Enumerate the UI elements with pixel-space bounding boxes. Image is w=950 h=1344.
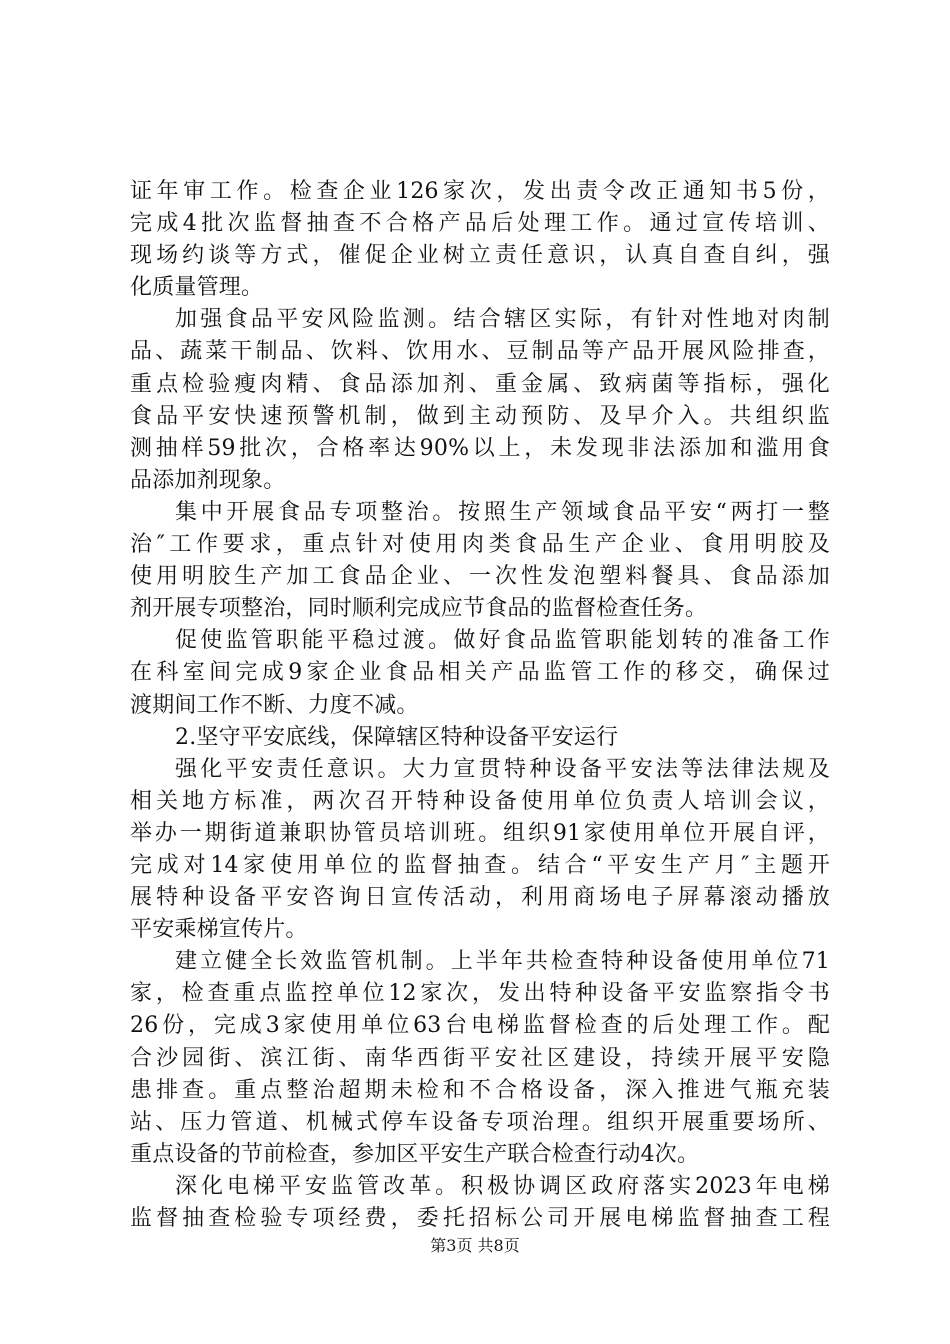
text-line: 强化平安责任意识。大力宣贯特种设备平安法等法律法规及 [175,756,830,782]
text-line: 化质量管理。 [130,275,264,301]
text-line: 站、压力管道、机械式停车设备专项治理。组织开展重要场所、 [130,1109,830,1135]
text-line: 举办一期街道兼职协管员培训班。组织91家使用单位开展自评， [130,820,830,846]
text-line: 重点检验瘦肉精、食品添加剂、重金属、致病菌等指标，强化 [130,371,830,397]
text-line: 集中开展食品专项整治。按照生产领域食品平安“两打一整 [175,499,830,525]
text-line: 完成对14家使用单位的监督抽查。结合“平安生产月″主题开 [130,852,830,878]
text-line: 现场约谈等方式，催促企业树立责任意识，认真自查自纠，强 [130,243,830,269]
text-line: 26份，完成3家使用单位63台电梯监督检查的后处理工作。配 [130,1013,830,1039]
text-line: 食品平安快速预警机制，做到主动预防、及早介入。共组织监 [130,403,830,429]
text-line: 品、蔬菜干制品、饮料、饮用水、豆制品等产品开展风险排查， [130,339,830,365]
text-line: 在科室间完成9家企业食品相关产品监管工作的移交，确保过 [130,660,830,686]
text-line: 患排查。重点整治超期未检和不合格设备，深入推进气瓶充装 [130,1077,830,1103]
text-line: 剂开展专项整治，同时顺利完成应节食品的监督检查任务。 [130,596,708,622]
text-line: 渡期间工作不断、力度不减。 [130,692,419,718]
text-line: 治″工作要求，重点针对使用肉类食品生产企业、食用明胶及 [130,532,830,558]
document-body [130,176,830,1235]
text-line: 合沙园街、滨江街、南华西街平安社区建设，持续开展平安隐 [130,1045,830,1071]
text-line: 建立健全长效监管机制。上半年共检查特种设备使用单位71 [175,949,830,975]
text-line: 监督抽查检验专项经费，委托招标公司开展电梯监督抽查工程 [130,1206,830,1231]
text-line: 完成4批次监督抽查不合格产品后处理工作。通过宣传培训、 [130,211,830,237]
text-line: 促使监管职能平稳过渡。做好食品监管职能划转的准备工作 [175,628,830,654]
text-line: 深化电梯平安监管改革。积极协调区政府落实2023年电梯 [175,1173,830,1199]
text-line: 平安乘梯宣传片。 [130,917,308,943]
text-line: 家，检查重点监控单位12家次，发出特种设备平安监察指令书 [130,981,830,1007]
text-line: 相关地方标准，两次召开特种设备使用单位负责人培训会议， [130,788,830,814]
text-line: 重点设备的节前检查，参加区平安生产联合检查行动4次。 [130,1141,700,1167]
text-line: 证年审工作。检查企业126家次，发出责令改正通知书5份， [130,179,830,204]
text-line: 测抽样59批次，合格率达90%以上，未发现非法添加和滥用食 [130,435,830,461]
text-line: 加强食品平安风险监测。结合辖区实际，有针对性地对肉制 [175,307,830,333]
text-line: 使用明胶生产加工食品企业、一次性发泡塑料餐具、食品添加 [130,564,830,590]
page-footer: 第3页 共8页 [430,1236,520,1255]
text-line: 展特种设备平安咨询日宣传活动，利用商场电子屏幕滚动播放 [130,885,830,911]
text-line: 2.坚守平安底线，保障辖区特种设备平安运行 [175,724,619,750]
text-line: 品添加剂现象。 [130,467,286,493]
